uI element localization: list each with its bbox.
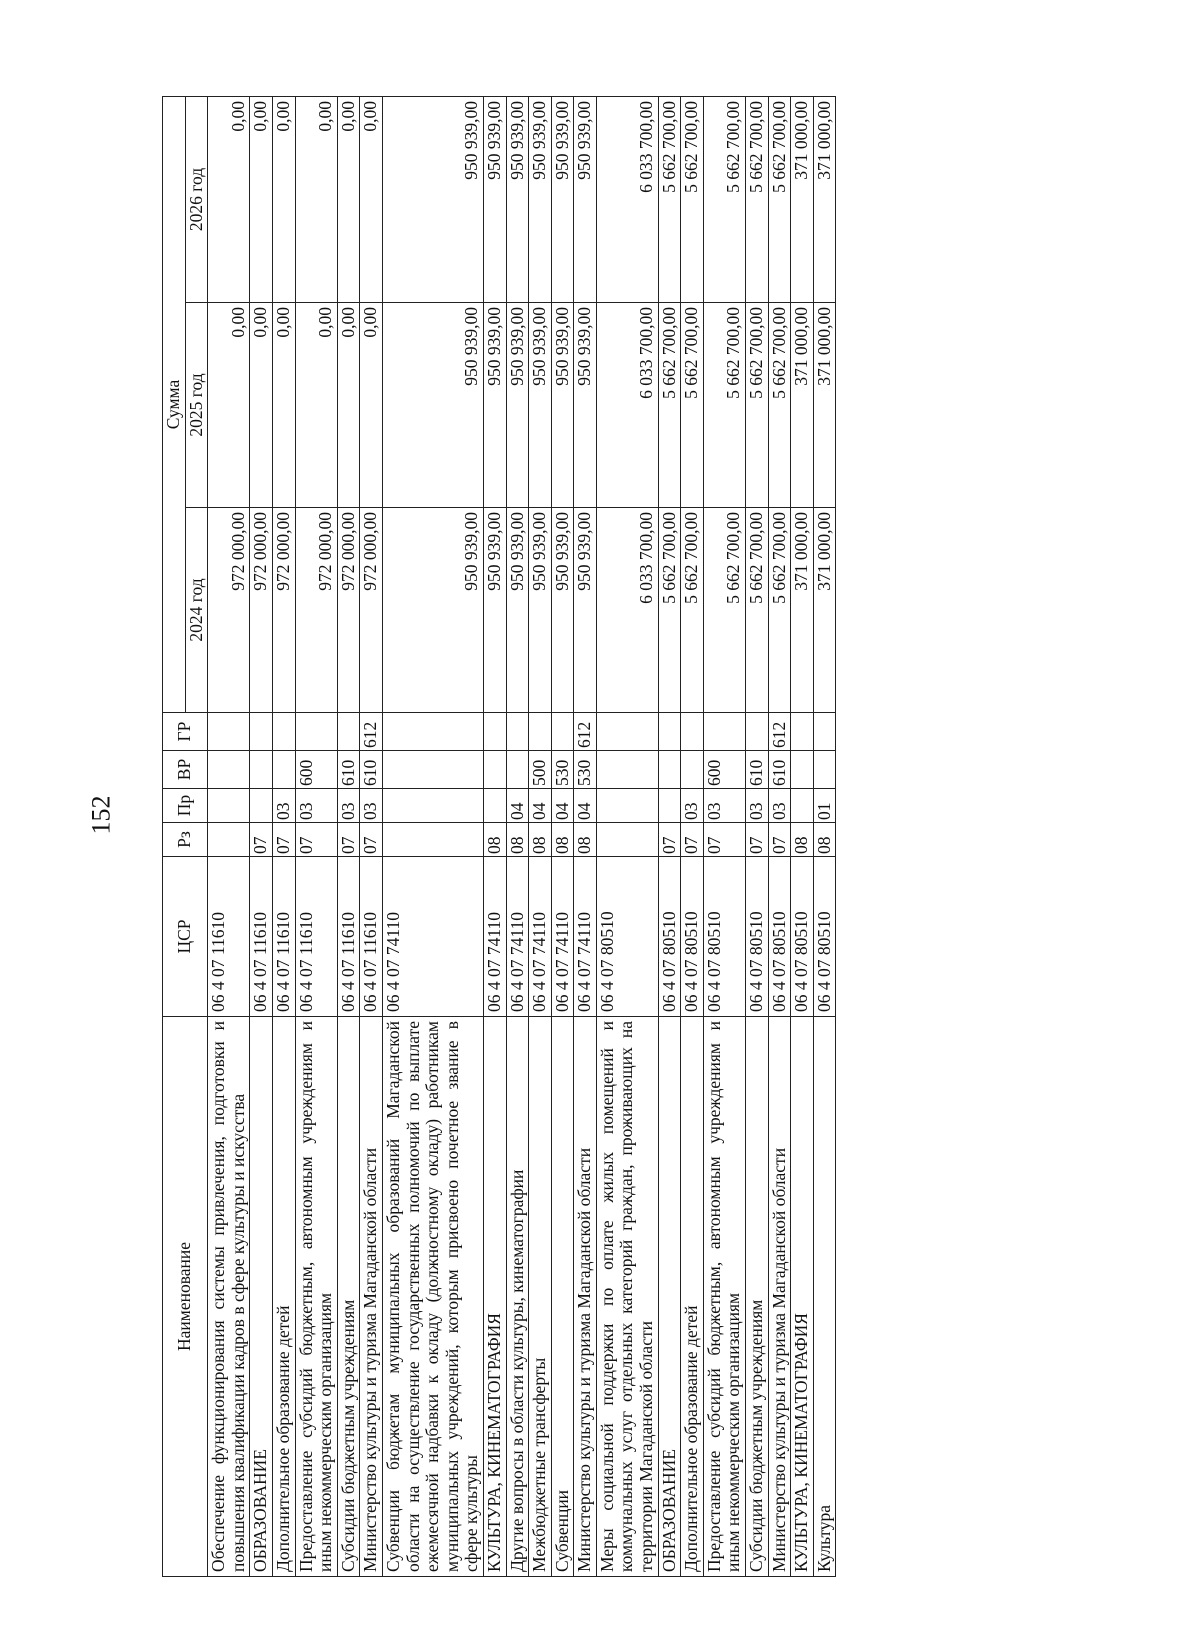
cell-vr <box>658 751 681 789</box>
table-body <box>208 96 836 1576</box>
cell-csr: 06 4 07 11610 <box>272 857 295 1017</box>
cell-2025: 0,00 <box>360 303 383 508</box>
cell-2026: 5 662 700,00 <box>746 96 769 302</box>
cell-gr <box>551 713 574 751</box>
cell-name: Обеспечение функционирования системы привлечения, подготовки и повышения квалификации кадров в сфере культуры и искусства <box>208 1017 250 1577</box>
header-vr: ВР <box>163 751 208 789</box>
cell-2024: 972 000,00 <box>337 508 360 713</box>
cell-csr: 06 4 07 11610 <box>250 857 273 1017</box>
cell-pr: 03 <box>768 789 791 823</box>
cell-rz: 07 <box>360 823 383 857</box>
cell-csr: 06 4 07 11610 <box>208 857 250 1017</box>
cell-2025: 5 662 700,00 <box>658 303 681 508</box>
cell-csr: 06 4 07 74110 <box>574 857 597 1017</box>
cell-vr <box>681 751 704 789</box>
cell-csr: 06 4 07 74110 <box>529 857 552 1017</box>
cell-pr <box>658 789 681 823</box>
cell-2026: 950 939,00 <box>483 96 506 302</box>
cell-vr: 610 <box>746 751 769 789</box>
table-row <box>658 96 681 1576</box>
cell-name: ОБРАЗОВАНИЕ <box>250 1017 273 1577</box>
header-gr: ГР <box>163 713 208 751</box>
cell-2026: 950 939,00 <box>551 96 574 302</box>
cell-vr: 610 <box>768 751 791 789</box>
cell-2026: 0,00 <box>295 96 337 302</box>
cell-2025: 950 939,00 <box>551 303 574 508</box>
cell-gr <box>382 713 483 751</box>
cell-pr <box>250 789 273 823</box>
cell-2024: 5 662 700,00 <box>746 508 769 713</box>
header-sum: Сумма <box>163 96 186 712</box>
cell-pr: 03 <box>337 789 360 823</box>
cell-2025: 950 939,00 <box>529 303 552 508</box>
cell-gr <box>681 713 704 751</box>
cell-csr: 06 4 07 74110 <box>551 857 574 1017</box>
cell-2025: 950 939,00 <box>382 303 483 508</box>
table-row <box>295 96 337 1576</box>
cell-rz <box>596 823 658 857</box>
header-pr: Пр <box>163 789 208 823</box>
table-row <box>250 96 273 1576</box>
cell-pr: 03 <box>703 789 745 823</box>
cell-2026: 950 939,00 <box>529 96 552 302</box>
cell-2024: 6 033 700,00 <box>596 508 658 713</box>
cell-gr <box>295 713 337 751</box>
cell-2025: 371 000,00 <box>813 303 836 508</box>
header-rz: Рз <box>163 823 208 857</box>
cell-gr: 612 <box>574 713 597 751</box>
table-row <box>574 96 597 1576</box>
cell-rz: 08 <box>529 823 552 857</box>
header-csr: ЦСР <box>163 857 208 1017</box>
cell-2026: 0,00 <box>337 96 360 302</box>
cell-gr <box>208 713 250 751</box>
cell-vr <box>250 751 273 789</box>
cell-pr: 03 <box>295 789 337 823</box>
cell-gr <box>658 713 681 751</box>
cell-vr: 600 <box>295 751 337 789</box>
cell-name: Субсидии бюджетным учреждениям <box>746 1017 769 1577</box>
cell-2026: 0,00 <box>208 96 250 302</box>
cell-pr <box>208 789 250 823</box>
cell-2026: 5 662 700,00 <box>703 96 745 302</box>
cell-csr: 06 4 07 74110 <box>506 857 529 1017</box>
table-row <box>360 96 383 1576</box>
cell-vr <box>382 751 483 789</box>
cell-gr <box>506 713 529 751</box>
cell-2024: 972 000,00 <box>295 508 337 713</box>
cell-gr <box>272 713 295 751</box>
table-row <box>506 96 529 1576</box>
cell-pr: 04 <box>574 789 597 823</box>
cell-pr: 03 <box>746 789 769 823</box>
budget-table <box>162 96 836 1577</box>
cell-name: Субвенции бюджетам муниципальных образований Магаданской области на осуществление государственных полномочий по выплате ежемесячной надбавки к окладу (должностному окладу) работникам муниципальных учреждений, которым присвоено почетное звание в сфере культуры <box>382 1017 483 1577</box>
cell-rz: 07 <box>768 823 791 857</box>
header-2026: 2026 год <box>185 96 208 302</box>
header-2025: 2025 год <box>185 303 208 508</box>
cell-rz: 07 <box>295 823 337 857</box>
cell-csr: 06 4 07 11610 <box>337 857 360 1017</box>
cell-csr: 06 4 07 80510 <box>703 857 745 1017</box>
cell-gr <box>529 713 552 751</box>
table-row <box>768 96 791 1576</box>
cell-name: Дополнительное образование детей <box>681 1017 704 1577</box>
cell-rz: 07 <box>658 823 681 857</box>
cell-2026: 950 939,00 <box>382 96 483 302</box>
cell-2024: 950 939,00 <box>551 508 574 713</box>
cell-rz: 07 <box>250 823 273 857</box>
cell-csr: 06 4 07 80510 <box>813 857 836 1017</box>
cell-vr <box>791 751 814 789</box>
cell-2024: 972 000,00 <box>208 508 250 713</box>
cell-csr: 06 4 07 80510 <box>681 857 704 1017</box>
cell-gr <box>791 713 814 751</box>
cell-2024: 972 000,00 <box>272 508 295 713</box>
cell-2024: 5 662 700,00 <box>681 508 704 713</box>
table-row <box>681 96 704 1576</box>
table-row <box>791 96 814 1576</box>
cell-vr <box>813 751 836 789</box>
cell-pr <box>791 789 814 823</box>
cell-2024: 972 000,00 <box>360 508 383 713</box>
cell-2026: 0,00 <box>360 96 383 302</box>
cell-2026: 0,00 <box>272 96 295 302</box>
cell-csr: 06 4 07 80510 <box>746 857 769 1017</box>
cell-2025: 0,00 <box>208 303 250 508</box>
cell-csr: 06 4 07 74110 <box>483 857 506 1017</box>
cell-vr: 530 <box>551 751 574 789</box>
cell-vr: 600 <box>703 751 745 789</box>
cell-vr: 610 <box>337 751 360 789</box>
cell-pr: 03 <box>272 789 295 823</box>
cell-2024: 5 662 700,00 <box>658 508 681 713</box>
cell-csr: 06 4 07 80510 <box>596 857 658 1017</box>
cell-rz: 08 <box>551 823 574 857</box>
cell-2026: 950 939,00 <box>574 96 597 302</box>
cell-csr: 06 4 07 11610 <box>295 857 337 1017</box>
cell-vr <box>272 751 295 789</box>
cell-csr: 06 4 07 11610 <box>360 857 383 1017</box>
cell-name: Субвенции <box>551 1017 574 1577</box>
cell-csr: 06 4 07 74110 <box>382 857 483 1017</box>
cell-name: КУЛЬТУРА, КИНЕМАТОГРАФИЯ <box>791 1017 814 1577</box>
cell-pr <box>483 789 506 823</box>
cell-pr: 01 <box>813 789 836 823</box>
cell-2024: 5 662 700,00 <box>768 508 791 713</box>
cell-2025: 0,00 <box>272 303 295 508</box>
cell-vr: 500 <box>529 751 552 789</box>
cell-2024: 5 662 700,00 <box>703 508 745 713</box>
table-row <box>746 96 769 1576</box>
table-row <box>529 96 552 1576</box>
cell-rz: 08 <box>483 823 506 857</box>
table-row <box>337 96 360 1576</box>
cell-rz: 07 <box>681 823 704 857</box>
cell-2024: 950 939,00 <box>506 508 529 713</box>
cell-2026: 6 033 700,00 <box>596 96 658 302</box>
cell-csr: 06 4 07 80510 <box>768 857 791 1017</box>
cell-2024: 950 939,00 <box>382 508 483 713</box>
cell-name: Дополнительное образование детей <box>272 1017 295 1577</box>
cell-2025: 950 939,00 <box>506 303 529 508</box>
cell-pr: 04 <box>529 789 552 823</box>
cell-csr: 06 4 07 80510 <box>658 857 681 1017</box>
cell-2024: 371 000,00 <box>791 508 814 713</box>
cell-name: Меры социальной поддержки по оплате жилых помещений и коммунальных услуг отдельных категорий граждан, проживающих на территории Магаданской области <box>596 1017 658 1577</box>
cell-2024: 950 939,00 <box>483 508 506 713</box>
cell-name: ОБРАЗОВАНИЕ <box>658 1017 681 1577</box>
cell-rz: 08 <box>506 823 529 857</box>
cell-gr <box>483 713 506 751</box>
cell-2024: 371 000,00 <box>813 508 836 713</box>
cell-2025: 5 662 700,00 <box>681 303 704 508</box>
header-name: Наименование <box>163 1017 208 1577</box>
table-row <box>208 96 250 1576</box>
cell-gr <box>746 713 769 751</box>
cell-2025: 0,00 <box>295 303 337 508</box>
cell-gr: 612 <box>360 713 383 751</box>
cell-2026: 5 662 700,00 <box>658 96 681 302</box>
table-row <box>813 96 836 1576</box>
budget-table-container <box>162 97 1122 1577</box>
cell-gr <box>703 713 745 751</box>
cell-name: Межбюджетные трансферты <box>529 1017 552 1577</box>
cell-pr: 03 <box>681 789 704 823</box>
cell-csr: 06 4 07 80510 <box>791 857 814 1017</box>
cell-vr <box>483 751 506 789</box>
cell-2024: 950 939,00 <box>574 508 597 713</box>
table-header <box>163 96 208 1576</box>
cell-name: КУЛЬТУРА, КИНЕМАТОГРАФИЯ <box>483 1017 506 1577</box>
cell-2025: 950 939,00 <box>483 303 506 508</box>
table-row <box>596 96 658 1576</box>
cell-2025: 371 000,00 <box>791 303 814 508</box>
cell-vr: 610 <box>360 751 383 789</box>
cell-2026: 371 000,00 <box>791 96 814 302</box>
cell-2026: 5 662 700,00 <box>681 96 704 302</box>
cell-gr <box>337 713 360 751</box>
header-2024: 2024 год <box>185 508 208 713</box>
page-number: 152 <box>86 795 116 835</box>
cell-name: Культура <box>813 1017 836 1577</box>
cell-gr <box>596 713 658 751</box>
cell-name: Министерство культуры и туризма Магаданской области <box>768 1017 791 1577</box>
cell-pr: 03 <box>360 789 383 823</box>
cell-2025: 0,00 <box>337 303 360 508</box>
cell-pr: 04 <box>551 789 574 823</box>
cell-pr <box>382 789 483 823</box>
cell-pr: 04 <box>506 789 529 823</box>
table-row <box>551 96 574 1576</box>
cell-pr <box>596 789 658 823</box>
cell-name: Субсидии бюджетным учреждениям <box>337 1017 360 1577</box>
cell-vr <box>596 751 658 789</box>
cell-2025: 5 662 700,00 <box>746 303 769 508</box>
cell-vr <box>506 751 529 789</box>
cell-2024: 972 000,00 <box>250 508 273 713</box>
cell-gr <box>813 713 836 751</box>
cell-rz: 07 <box>703 823 745 857</box>
cell-rz <box>382 823 483 857</box>
table-row <box>382 96 483 1576</box>
cell-name: Предоставление субсидий бюджетным, автономным учреждениям и иным некоммерческим организациям <box>295 1017 337 1577</box>
cell-rz: 08 <box>813 823 836 857</box>
table-row <box>703 96 745 1576</box>
cell-rz: 08 <box>574 823 597 857</box>
cell-gr: 612 <box>768 713 791 751</box>
cell-2025: 0,00 <box>250 303 273 508</box>
cell-2026: 5 662 700,00 <box>768 96 791 302</box>
table-row <box>483 96 506 1576</box>
cell-rz: 07 <box>337 823 360 857</box>
cell-rz: 07 <box>746 823 769 857</box>
cell-vr <box>208 751 250 789</box>
cell-2024: 950 939,00 <box>529 508 552 713</box>
cell-gr <box>250 713 273 751</box>
cell-2025: 5 662 700,00 <box>703 303 745 508</box>
cell-2026: 371 000,00 <box>813 96 836 302</box>
cell-name: Другие вопросы в области культуры, кинематографии <box>506 1017 529 1577</box>
table-row <box>272 96 295 1576</box>
cell-2025: 5 662 700,00 <box>768 303 791 508</box>
cell-name: Министерство культуры и туризма Магаданской области <box>360 1017 383 1577</box>
cell-2026: 0,00 <box>250 96 273 302</box>
cell-2025: 950 939,00 <box>574 303 597 508</box>
cell-name: Предоставление субсидий бюджетным, автономным учреждениям и иным некоммерческим организациям <box>703 1017 745 1577</box>
cell-rz <box>208 823 250 857</box>
cell-2026: 950 939,00 <box>506 96 529 302</box>
cell-rz: 07 <box>272 823 295 857</box>
cell-name: Министерство культуры и туризма Магаданской области <box>574 1017 597 1577</box>
cell-rz: 08 <box>791 823 814 857</box>
cell-2025: 6 033 700,00 <box>596 303 658 508</box>
cell-vr: 530 <box>574 751 597 789</box>
